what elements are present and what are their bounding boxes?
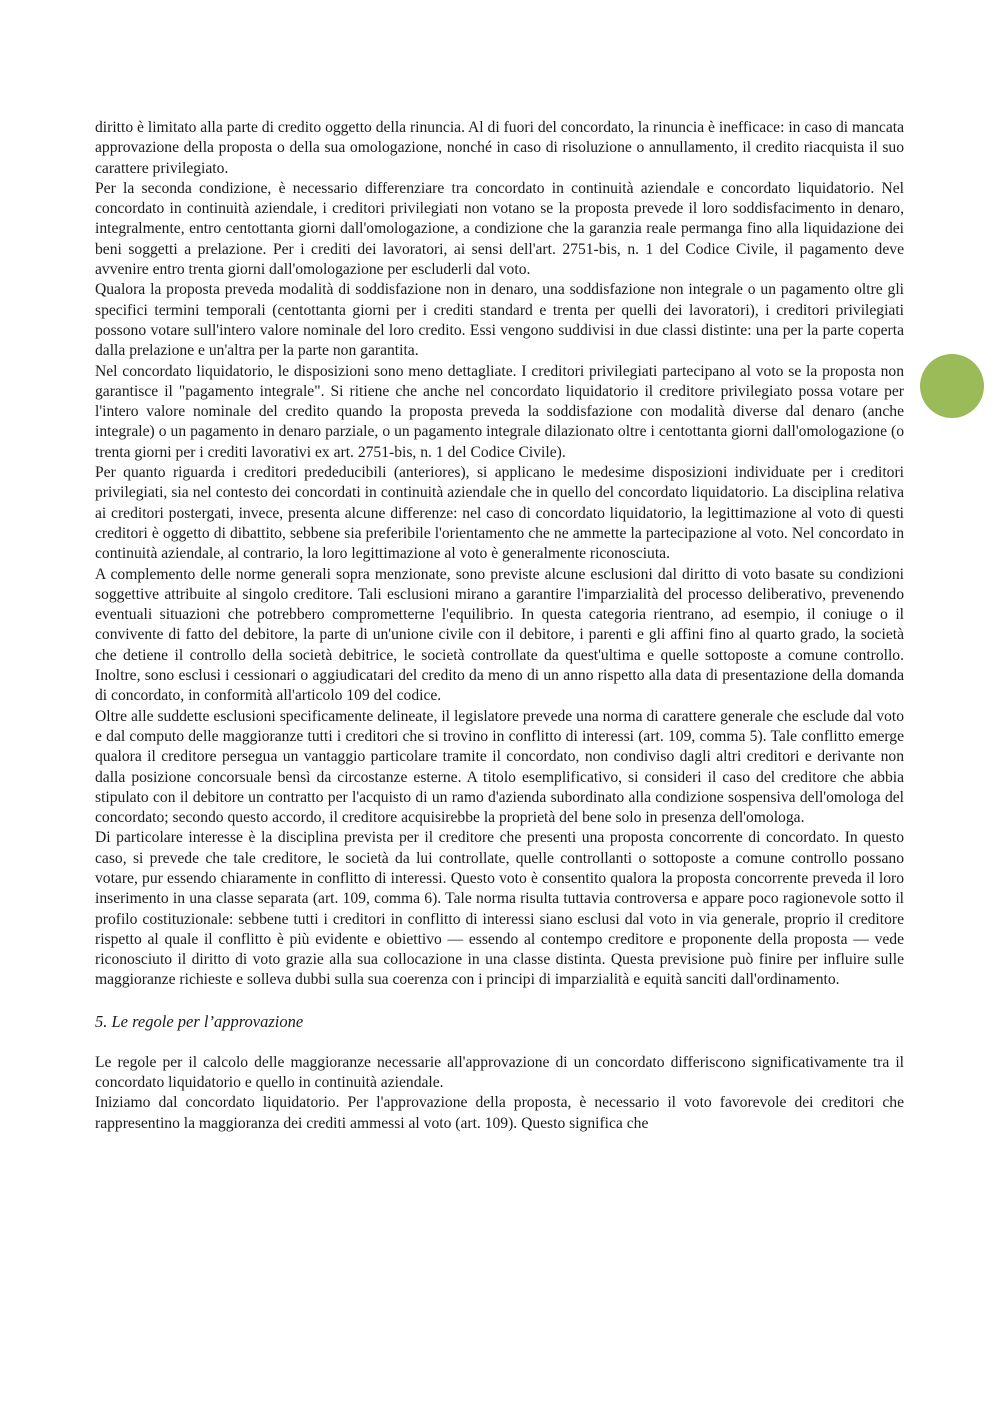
decorative-circle <box>920 354 984 418</box>
paragraph: Per la seconda condizione, è necessario differenziare tra concordato in continuità aziendale e concordato liquidatorio. Nel concordato in continuità aziendale, i creditori privilegiati non votano se la proposta prevede il loro soddisfacimento in denaro, integralmente, entro centottanta giorni dall'omologazione, a condizione che la garanzia reale permanga fino alla liquidazione dei beni soggetti a prelazione. Per i crediti dei lavoratori, ai sensi dell'art. 2751-bis, n. 1 del Codice Civile, il pagamento deve avvenire entro trenta giorni dall'omologazione per escluderli dal voto. <box>95 179 904 279</box>
paragraph: Le regole per il calcolo delle maggioranze necessarie all'approvazione di un concordato differiscono significativamente tra il concordato liquidatorio e quello in continuità aziendale. <box>95 1053 904 1092</box>
paragraph: diritto è limitato alla parte di credito oggetto della rinuncia. Al di fuori del concordato, la rinuncia è inefficace: in caso di mancata approvazione della proposta o della sua omologazione, nonché in caso di risoluzione o annullamento, il credito riacquista il suo carattere privilegiato. <box>95 119 904 177</box>
paragraph: Di particolare interesse è la disciplina prevista per il creditore che presenti una proposta concorrente di concordato. In questo caso, si prevede che tale creditore, le società da lui controllate, quelle controllanti o sottoposte a comune controllo possano votare, pur essendo chiaramente in conflitto di interessi. Questo voto è consentito qualora la proposta concorrente preveda il loro inserimento in una classe separata (art. 109, comma 6). Tale norma risulta tuttavia controversa e appare poco ragionevole sotto il profilo costituzionale: sebbene tutti i creditori in conflitto di interessi siano esclusi dal voto in via generale, proprio il creditore rispetto al quale il conflitto è più evidente e obiettivo — essendo al contempo creditore e proponente della proposta — vede riconosciuto il diritto di voto grazie alla sua collocazione in una classe distinta. Questa previsione può finire per influire sulle maggioranze richieste e solleva dubbi sulla sua coerenza con i principi di imparzialità e equità sanciti dall'ordinamento. <box>95 829 904 989</box>
paragraph: Oltre alle suddette esclusioni specificamente delineate, il legislatore prevede una norma di carattere generale che esclude dal voto e dal computo delle maggioranze tutti i creditori che si trovino in conflitto di interessi (art. 109, comma 5). Tale conflitto emerge qualora il creditore persegua un vantaggio particolare tramite il concordato, non condiviso dagli altri creditori e derivante non dalla posizione concorsuale bensì da circostanze esterne. A titolo esemplificativo, si consideri il caso del creditore che abbia stipulato con il debitore un contratto per l'acquisto di un ramo d'azienda subordinato alla condizione sospensiva dell'omologa del concordato; secondo questo accordo, il creditore acquisirebbe la proprietà del bene solo in presenza dell'omologa. <box>95 707 904 827</box>
section-heading: 5. Le regole per l’approvazione <box>95 1011 304 1031</box>
paragraph: A complemento delle norme generali sopra menzionate, sono previste alcune esclusioni dal diritto di voto basate su condizioni soggettive attribuite al singolo creditore. Tali esclusioni mirano a garantire l'imparzialità del processo deliberativo, prevenendo eventuali situazioni che potrebbero comprometterne l'equilibrio. In questa categoria rientrano, ad esempio, il coniuge o il convivente di fatto del debitore, la parte di un'unione civile con il debitore, i parenti e gli affini fino al quarto grado, la società che detiene il controllo della società debitrice, le società controllate da quest'ultima e quelle sottoposte a comune controllo. Inoltre, sono esclusi i cessionari o aggiudicatari del credito da meno di un anno rispetto alla data di presentazione della domanda di concordato, in conformità all'articolo 109 del codice. <box>95 565 904 705</box>
paragraph: Qualora la proposta preveda modalità di soddisfazione non in denaro, una soddisfazione non integrale o un pagamento oltre gli specifici termini temporali (centottanta giorni per i crediti standard e trenta per quelli dei lavoratori), i creditori privilegiati possono votare sull'intero valore nominale del loro credito. Essi vengono suddivisi in due classi distinte: una per la parte coperta dalla prelazione e un'altra per la parte non garantita. <box>95 281 904 360</box>
paragraph: Iniziamo dal concordato liquidatorio. Per l'approvazione della proposta, è necessario il voto favorevole dei creditori che rappresentino la maggioranza dei crediti ammessi al voto (art. 109). Questo significa che <box>95 1094 904 1132</box>
body-text <box>95 118 904 1134</box>
paragraph: Per quanto riguarda i creditori prededucibili (anteriores), si applicano le medesime disposizioni individuate per i creditori privilegiati, sia nel contesto dei concordati in continuità aziendale che in quello del concordato liquidatorio. La disciplina relativa ai creditori postergati, invece, presenta alcune differenze: nel caso di concordato liquidatorio, la legittimazione al voto di questi creditori è oggetto di dibattito, sebbene sia preferibile l'orientamento che ne ammette la partecipazione al voto. Nel concordato in continuità aziendale, al contrario, la loro legittimazione al voto è generalmente riconosciuta. <box>95 464 904 563</box>
paragraph: Nel concordato liquidatorio, le disposizioni sono meno dettagliate. I creditori privilegiati partecipano al voto se la proposta non garantisce il "pagamento integrale". Si ritiene che anche nel concordato liquidatorio il creditore privilegiato possa votare per l'intero valore nominale del credito quando la proposta preveda la soddisfazione con modalità diverse dal denaro (anche integrale) o un pagamento in denaro parziale, o un pagamento integrale dilazionato oltre i centottanta giorni dall'omologazione (o trenta giorni per i crediti lavorativi ex art. 2751-bis, n. 1 del Codice Civile). <box>95 362 904 461</box>
